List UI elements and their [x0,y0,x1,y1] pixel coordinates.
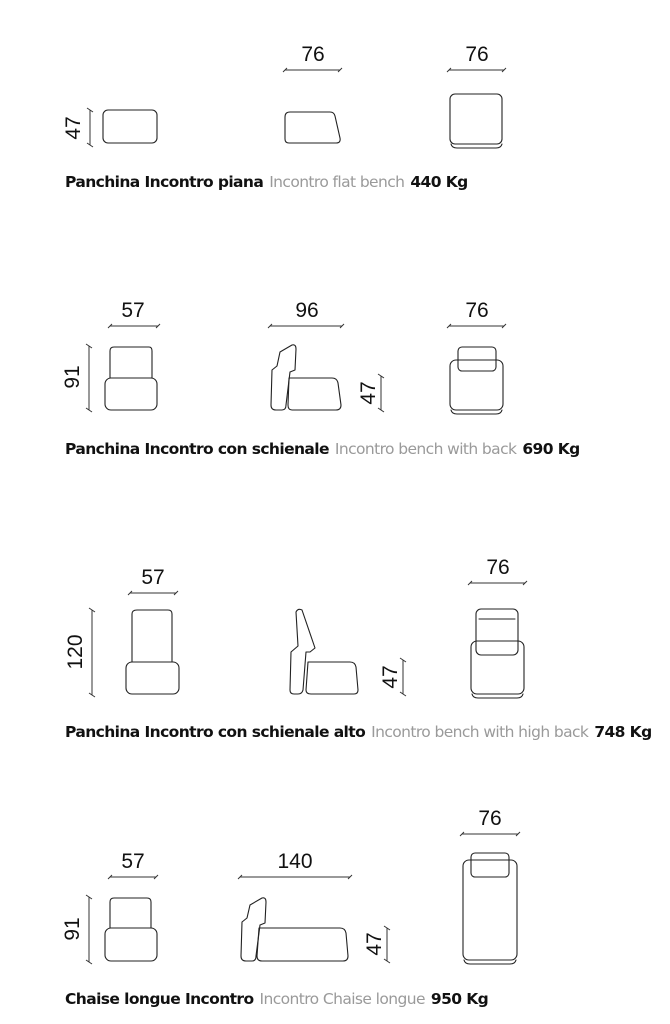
bench-back-seat-height-label: 47 [357,381,380,405]
bench-back-front-view [61,299,160,412]
bench-high-back-top-width-label: 76 [486,556,510,579]
bench-high-back-name-en: Incontro bench with high back [371,723,589,741]
flat-bench-height-label: 47 [62,116,85,140]
bench-back-side-view [268,299,384,412]
bench-high-back-front-view [64,566,179,697]
bench-back-weight: 690 Kg [522,440,580,458]
flat-bench-top-view [447,43,506,148]
chaise-top-width-label: 76 [478,807,502,830]
flat-bench-side-view [283,43,342,143]
flat-bench-name-it: Panchina Incontro piana [65,173,264,191]
flat-bench-height-dimension [62,108,93,147]
bench-back-side-width-label: 96 [295,299,319,322]
flat-bench-caption [65,173,468,191]
bench-high-back-top-view [468,556,527,698]
bench-high-back-drawings [64,556,527,698]
bench-back-top-view [447,299,506,414]
chaise-front-view [61,850,158,964]
bench-back-front-height-label: 91 [61,365,84,389]
flat-bench-top-width-label: 76 [465,43,489,66]
flat-bench-drawings [62,43,506,148]
chaise-name-it: Chaise longue Incontro [65,990,254,1008]
bench-high-back-front-height-label: 120 [64,634,87,670]
bench-high-back-weight: 748 Kg [594,723,652,741]
flat-bench-side-width-label: 76 [301,43,325,66]
bench-high-back-caption [65,723,652,741]
chaise-name-en: Incontro Chaise longue [259,990,425,1008]
chaise-side-view [238,850,390,963]
chaise-front-height-label: 91 [61,917,84,941]
chaise-weight: 950 Kg [430,990,489,1008]
bench-back-front-width-label: 57 [121,299,145,322]
chaise-front-width-label: 57 [121,850,145,873]
bench-high-back-front-width-label: 57 [141,566,165,589]
bench-with-back-drawings [61,299,506,414]
flat-bench-name-en: Incontro flat bench [269,173,405,191]
bench-back-name-en: Incontro bench with back [334,440,517,458]
chaise-longue-drawings [61,807,520,964]
chaise-seat-height-label: 47 [363,932,386,956]
chaise-side-width-label: 140 [277,850,313,873]
bench-high-back-side-view [290,609,406,696]
flat-bench-weight: 440 Kg [410,173,468,191]
bench-high-back-seat-height-label: 47 [379,665,402,689]
bench-back-caption [65,440,580,458]
bench-high-back-name-it: Panchina Incontro con schienale alto [65,723,366,741]
chaise-caption [65,990,488,1008]
chaise-top-view [460,807,520,964]
flat-bench-front-view [103,110,157,143]
bench-back-top-width-label: 76 [465,299,489,322]
bench-back-name-it: Panchina Incontro con schienale [65,440,329,458]
